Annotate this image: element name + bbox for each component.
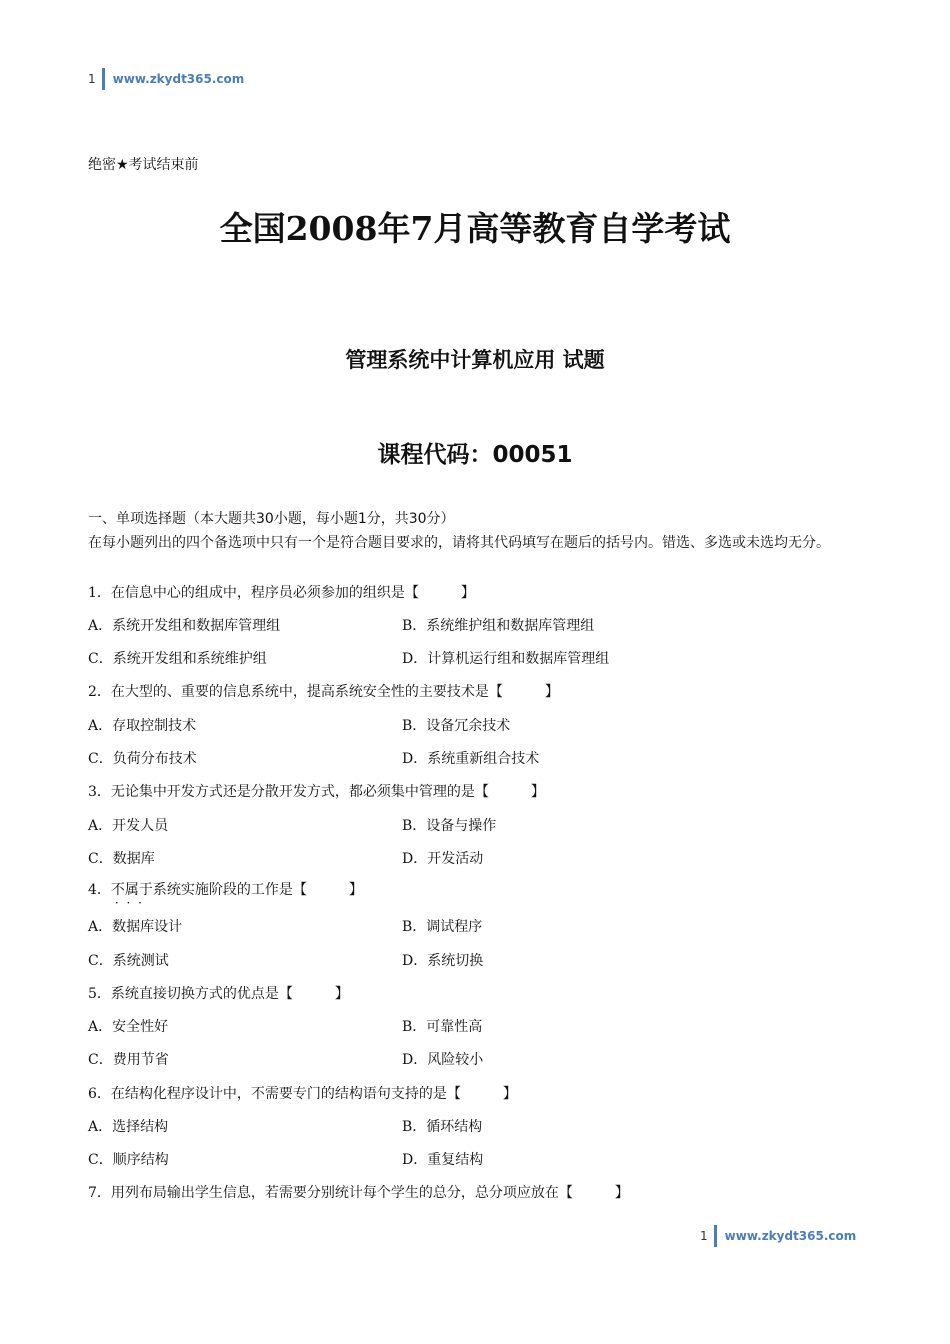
- header-site-link[interactable]: www.zkydt365.com: [112, 72, 245, 86]
- question-3-stem: 3．无论集中开发方式还是分散开发方式，都必须集中管理的是【 】: [88, 784, 545, 800]
- course-code: 课程代码：00051: [377, 442, 573, 468]
- question-2-option-b: B．设备冗余技术: [402, 718, 511, 734]
- question-4-text: 系统实施阶段的工作是【 】: [152, 882, 363, 898]
- header-divider: [102, 68, 105, 90]
- question-2-stem: 2．在大型的、重要的信息系统中，提高系统安全性的主要技术是【 】: [88, 684, 559, 700]
- page-footer: [700, 1225, 856, 1247]
- question-7-stem: 7．用列布局输出学生信息，若需要分别统计每个学生的总分，总分项应放在【 】: [88, 1185, 629, 1201]
- question-1-option-d: D．计算机运行组和数据库管理组: [402, 651, 610, 667]
- question-6-option-d: D．重复结构: [402, 1152, 484, 1168]
- question-5-option-b: B．可靠性高: [402, 1019, 483, 1035]
- section-heading: 一、单项选择题（本大题共30小题，每小题1分，共30分）: [88, 511, 455, 527]
- page-header: [88, 68, 244, 90]
- exam-title: 全国2008年7月高等教育自学考试: [219, 209, 731, 248]
- question-3-option-a: A．开发人员: [88, 818, 169, 834]
- question-1-stem: 1．在信息中心的组成中，程序员必须参加的组织是【 】: [88, 585, 475, 601]
- question-3-option-d: D．开发活动: [402, 851, 484, 867]
- question-6-option-c: C．顺序结构: [88, 1152, 169, 1168]
- section-instructions: 在每小题列出的四个备选项中只有一个是符合题目要求的，请将其代码填写在题后的括号内。错选、多选或未选均无分。: [88, 535, 830, 551]
- question-2-option-a: A．存取控制技术: [88, 718, 197, 734]
- question-3-option-b: B．设备与操作: [402, 818, 497, 834]
- question-6-option-b: B．循环结构: [402, 1119, 483, 1135]
- footer-site-link[interactable]: www.zkydt365.com: [724, 1229, 857, 1243]
- question-6-option-a: A．选择结构: [88, 1119, 169, 1135]
- question-4-option-b: B．调试程序: [402, 919, 483, 935]
- question-4-number: 4．: [88, 882, 111, 898]
- question-1-option-a: A．系统开发组和数据库管理组: [88, 618, 281, 634]
- question-6-stem: 6．在结构化程序设计中，不需要专门的结构语句支持的是【 】: [88, 1086, 517, 1102]
- question-3-option-c: C．数据库: [88, 851, 155, 867]
- question-4-emphasis: 不属于 · · ·: [111, 882, 153, 898]
- question-5-stem: 5．系统直接切换方式的优点是【 】: [88, 986, 349, 1002]
- question-2-option-c: C．负荷分布技术: [88, 751, 197, 767]
- confidential-label: 绝密★考试结束前: [88, 157, 199, 173]
- question-1-option-b: B．系统维护组和数据库管理组: [402, 618, 595, 634]
- footer-page-number: 1: [700, 1229, 708, 1243]
- header-page-number: 1: [88, 72, 96, 86]
- question-4-option-c: C．系统测试: [88, 953, 169, 969]
- question-4-option-a: A．数据库设计: [88, 919, 183, 935]
- question-4-option-d: D．系统切换: [402, 953, 484, 969]
- question-5-option-c: C．费用节省: [88, 1052, 169, 1068]
- question-5-option-a: A．安全性好: [88, 1019, 169, 1035]
- question-5-option-d: D．风险较小: [402, 1052, 484, 1068]
- question-2-option-d: D．系统重新组合技术: [402, 751, 540, 767]
- question-1-option-c: C．系统开发组和系统维护组: [88, 651, 267, 667]
- subject-title: 管理系统中计算机应用 试题: [345, 348, 605, 372]
- footer-divider: [714, 1225, 717, 1247]
- question-4-stem: [88, 879, 363, 899]
